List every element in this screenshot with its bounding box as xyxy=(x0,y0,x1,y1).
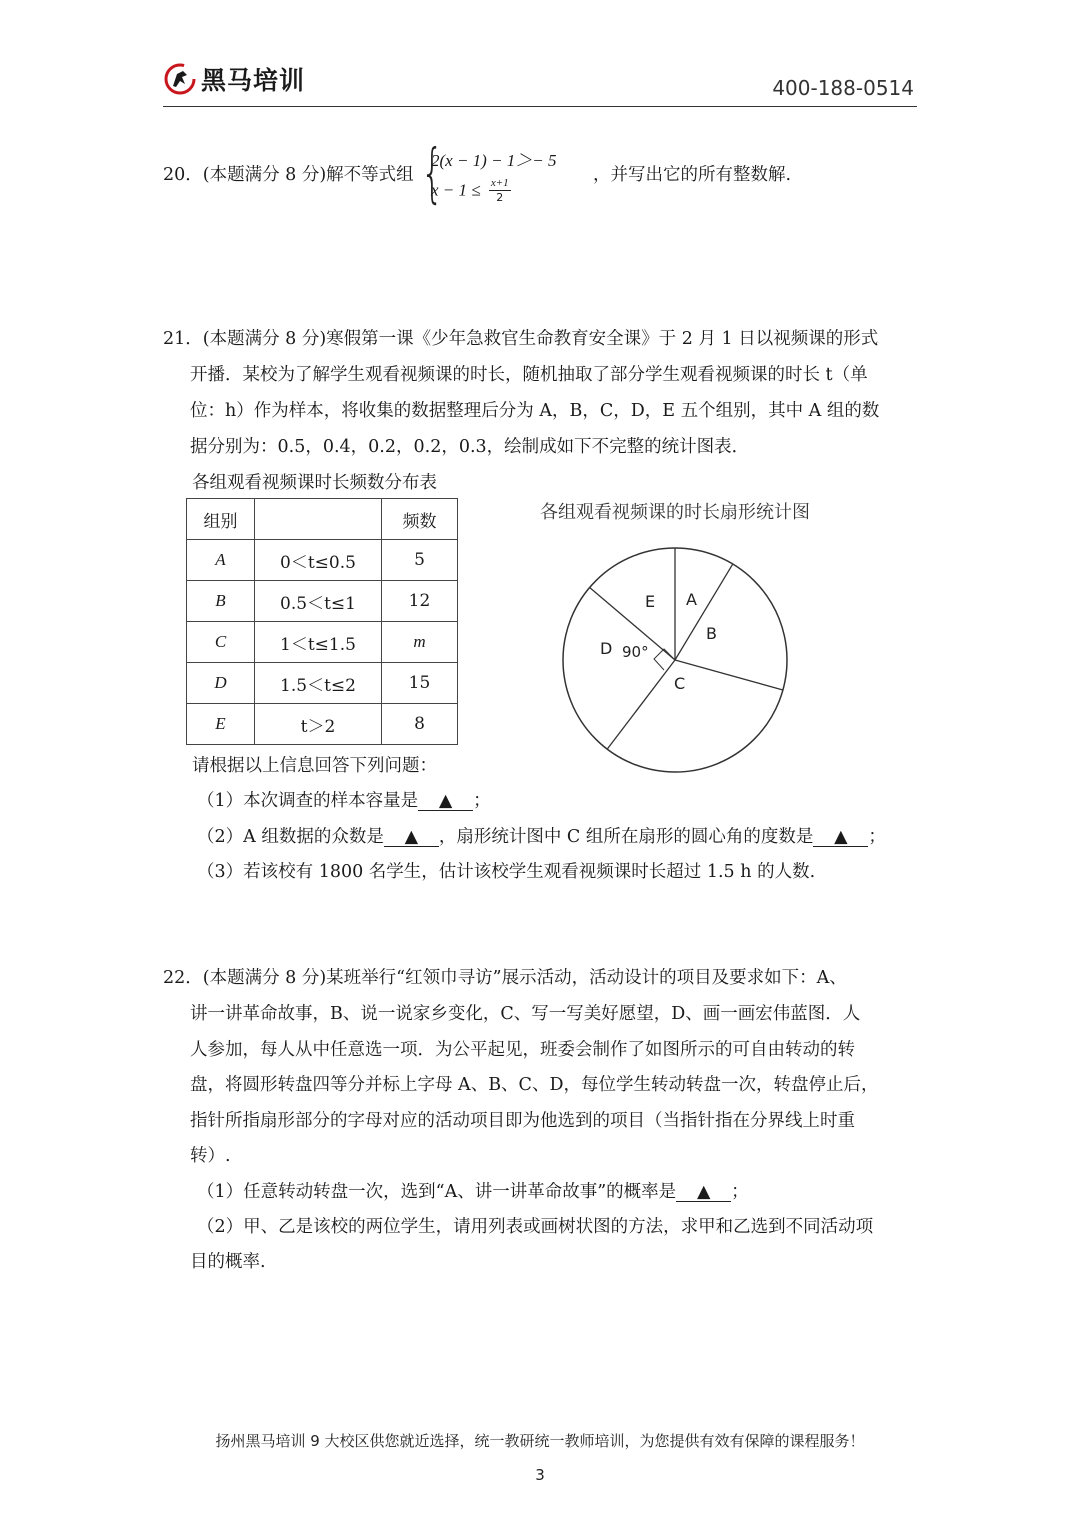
q20-eq2-left: x − 1 ≤ xyxy=(431,180,485,200)
q20-inequality-1 xyxy=(431,146,557,171)
q21-line-4: 据分别为：0.5，0.4，0.2，0.2，0.3，绘制成如下不完整的统计图表． xyxy=(190,437,750,457)
hotline-number: 400-188-0514 xyxy=(772,76,914,100)
header-divider xyxy=(163,106,917,107)
table-row xyxy=(187,540,458,581)
footer-slogan: 扬州黑马培训 9 大校区供您就近选择，统一教研统一教师培训，为您提供有效有保障的课程服务！ xyxy=(215,1432,865,1450)
system-brace: { xyxy=(421,137,444,211)
table-cell: 1＜t≤1.5 xyxy=(255,622,382,663)
q21-line-1: 21．(本题满分 8 分)寒假第一课《少年急救官生命教育安全课》于 2 月 1 日以视频课的形式 xyxy=(163,329,879,349)
q22-line-2: 讲一讲革命故事，B、说一说家乡变化，C、写一写美好愿望，D、画一画宏伟蓝图．人 xyxy=(190,1004,861,1024)
table-cell: 8 xyxy=(382,704,458,745)
table-caption: 各组观看视频课时长频数分布表 xyxy=(192,473,437,493)
q22-line-5: 指针所指扇形部分的字母对应的活动项目即为他选到的项目（当指针指在分界线上时重 xyxy=(190,1111,855,1131)
pie-label-d: D xyxy=(600,639,613,658)
table-cell: C xyxy=(187,622,255,663)
q20-suffix: ，并写出它的所有整数解. xyxy=(593,165,792,185)
q21-prompt: 请根据以上信息回答下列问题： xyxy=(192,756,437,776)
table-cell: m xyxy=(382,622,458,663)
q22-line-6: 转）. xyxy=(190,1146,231,1166)
horse-logo-icon xyxy=(163,62,197,96)
pie-angle-label: 90° xyxy=(622,643,649,661)
q21-s1-end: ； xyxy=(473,791,491,811)
q22-subquestion-1 xyxy=(197,1180,749,1204)
q22-line-1: 22．(本题满分 8 分)某班举行“红领巾寻访”展示活动，活动设计的项目及要求如下：A、 xyxy=(163,968,847,988)
q21-s2-text: （2）A 组数据的众数是 xyxy=(197,827,384,847)
table-cell: B xyxy=(187,581,255,622)
table-cell: A xyxy=(187,540,255,581)
pie-label-a: A xyxy=(686,590,697,609)
pie-chart xyxy=(560,545,790,775)
table-cell: 15 xyxy=(382,663,458,704)
table-header-cell: 频数 xyxy=(382,499,458,540)
pie-label-c: C xyxy=(674,674,686,693)
q20-fraction xyxy=(489,177,511,204)
table-cell: 12 xyxy=(382,581,458,622)
q21-s2-end: ； xyxy=(868,827,886,847)
q22-s1-end: ； xyxy=(731,1182,749,1202)
q22-line-3: 人参加，每人从中任意选一项．为公平起见，班委会制作了如图所示的可自由转动的转 xyxy=(190,1040,855,1060)
q21-s2-mid: ，扇形统计图中 C 组所在扇形的圆心角的度数是 xyxy=(438,827,814,847)
q22-s1-text: （1）任意转动转盘一次，选到“A、讲一讲革命故事”的概率是 xyxy=(197,1182,677,1202)
q22-subquestion-2: （2）甲、乙是该校的两位学生，请用列表或画树状图的方法，求甲和乙选到不同活动项 xyxy=(197,1217,874,1237)
q21-line-3: 位：h）作为样本，将收集的数据整理后分为 A，B，C，D，E 五个组别，其中 A 组的数 xyxy=(190,401,880,421)
table-header-cell xyxy=(255,499,382,540)
q22-line-4: 盘，将圆形转盘四等分并标上字母 A、B、C、D，每位学生转动转盘一次，转盘停止后， xyxy=(190,1075,879,1095)
page-number: 3 xyxy=(535,1466,545,1484)
logo-text: 黑马培训 xyxy=(201,66,306,95)
table-cell: 1.5＜t≤2 xyxy=(255,663,382,704)
table-row xyxy=(187,581,458,622)
table-cell: 0.5＜t≤1 xyxy=(255,581,382,622)
brand-logo xyxy=(163,62,305,96)
table-cell: t＞2 xyxy=(255,704,382,745)
table-row xyxy=(187,704,458,745)
q20-fraction-numerator: x+1 xyxy=(490,177,509,189)
table-row xyxy=(187,663,458,704)
table-cell: 0＜t≤0.5 xyxy=(255,540,382,581)
answer-blank: ▲ xyxy=(384,828,439,847)
q21-s1-text: （1）本次调查的样本容量是 xyxy=(197,791,419,811)
q20-fraction-denominator: 2 xyxy=(496,191,504,204)
q21-subquestion-1 xyxy=(197,789,491,813)
answer-blank: ▲ xyxy=(418,792,473,811)
q21-subquestion-3: （3）若该校有 1800 名学生，估计该校学生观看视频课时长超过 1.5 h 的人数. xyxy=(197,862,816,882)
q21-subquestion-2 xyxy=(197,825,886,849)
table-header-cell: 组别 xyxy=(187,499,255,540)
q21-line-2: 开播．某校为了解学生观看视频课的时长，随机抽取了部分学生观看视频课的时长 t（单 xyxy=(190,365,868,385)
answer-blank: ▲ xyxy=(676,1183,731,1202)
q20-inequality-2 xyxy=(431,177,511,204)
table-cell: D xyxy=(187,663,255,704)
table-row xyxy=(187,622,458,663)
q20-eq1-text: 2(x − 1) − 1＞− 5 xyxy=(431,151,557,170)
q22-subquestion-2-cont: 目的概率. xyxy=(190,1252,266,1272)
q20-prefix: 20．(本题满分 8 分)解不等式组 xyxy=(163,165,414,185)
table-cell: 5 xyxy=(382,540,458,581)
pie-chart-title: 各组观看视频课的时长扇形统计图 xyxy=(540,502,810,523)
table-header-row xyxy=(187,499,458,540)
answer-blank: ▲ xyxy=(813,828,868,847)
pie-label-b: B xyxy=(706,624,717,643)
table-cell: E xyxy=(187,704,255,745)
pie-label-e: E xyxy=(645,592,656,611)
frequency-table xyxy=(186,498,458,745)
